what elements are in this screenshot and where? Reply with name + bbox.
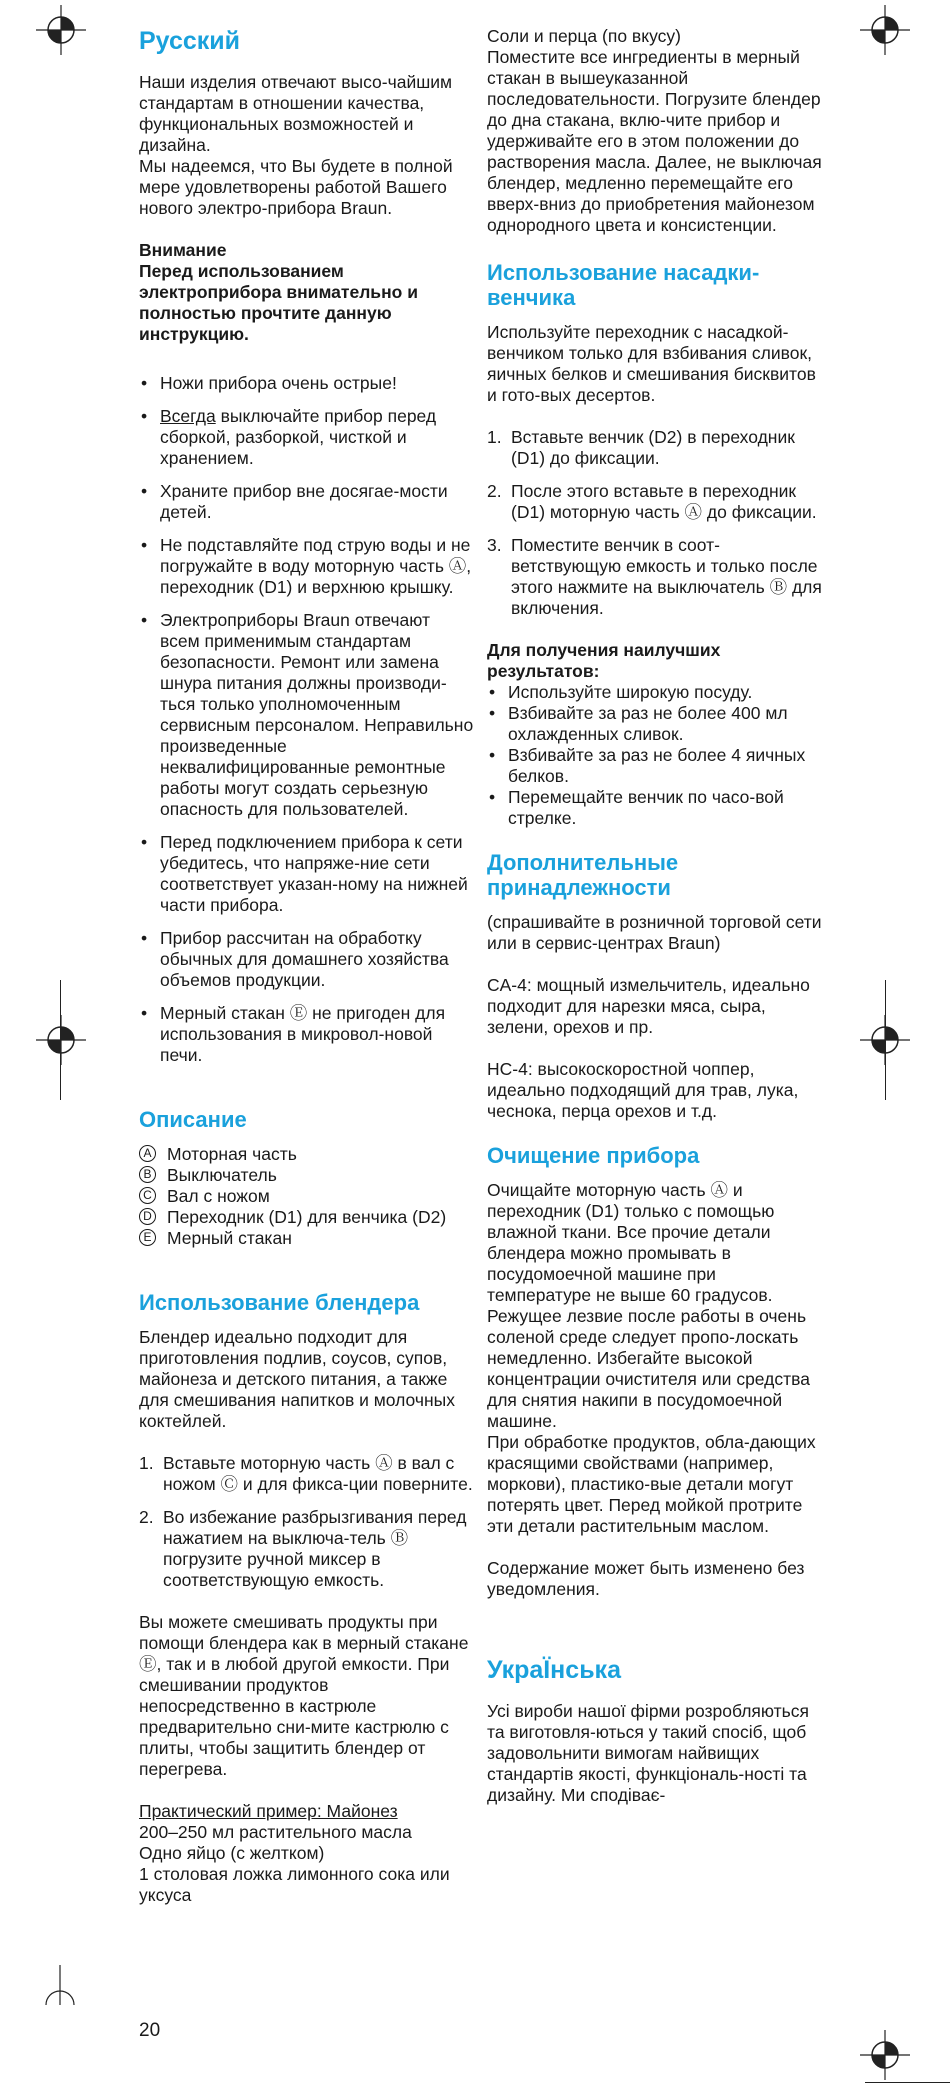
best-results-title: Для получения наилучших результатов: <box>487 640 721 681</box>
part-item: B Выключатель <box>139 1165 474 1186</box>
whisk-step: 3. Поместите венчик в соот-ветствующую емкость и только после этого нажмите на выключатель Ⓑ для включения. <box>487 535 822 618</box>
safety-item: • Электроприборы Braun отвечают всем применимым стандартам безопасности. Ремонт или замена шнура питания должны производи-ться только уполномоченным сервисным персоналом. Неправильно произведенные неквалифицированные ремонтные работы могут создать серьезную опасность для пользователей. <box>139 610 474 820</box>
right-column <box>487 26 822 1827</box>
blender-steps <box>139 1453 474 1591</box>
best-results-item: • Взбивайте за раз не более 4 яичных белков. <box>487 745 822 787</box>
section-title-blender: Использование блендера <box>139 1290 420 1315</box>
ukrainian-intro: Усі вироби нашої фірми розробляються та виготовля-ються у такий спосіб, щоб задовольнити вимогам найвищих стандартів якості, функціональ-ності та дизайну. Ми сподіває- <box>487 1701 810 1805</box>
blender-step: 2. Во избежание разбрызгивания перед нажатием на выключа-тель Ⓑ погрузите ручной миксер в соответствующую емкость. <box>139 1507 467 1590</box>
cleaning-text-1: Очищайте моторную часть Ⓐ и переходник (D1) только с помощью влажной ткани. Все прочие детали блендера можно промывать в посудомоечной машине при температуре не выше 60 градусов. Режущее лезвие после работы в очень соленой среде следует пропо-лоскать немедленно. Избегайте высокой концентрации очистителя или средства для снятия накипи в посудомоечной машине. <box>487 1180 810 1431</box>
whisk-steps <box>487 427 822 619</box>
example-line: 200–250 мл растительного масла <box>139 1822 412 1842</box>
accessories-note: (спрашивайте в розничной торговой сети или в сервис-центрах Braun) <box>487 912 822 953</box>
crop-line-mid-right <box>885 980 886 1100</box>
intro-paragraph-2: Мы надеемся, что Вы будете в полной мере удовлетворены работой Вашего нового электро-прибора Braun. <box>139 156 453 218</box>
blender-step: 1. Вставьте моторную часть Ⓐ в вал с ножом Ⓒ и для фикса-ции поверните. <box>139 1453 473 1494</box>
section-title-cleaning: Очищение прибора <box>487 1143 700 1168</box>
whisk-step: 1. Вставьте венчик (D2) в переходник (D1) до фиксации. <box>487 427 795 468</box>
whisk-step: 2. После этого вставьте в переходник (D1) моторную часть Ⓐ до фиксации. <box>487 481 817 522</box>
safety-item: • Всегда выключайте прибор перед сборкой, разборкой, чисткой и хранением. <box>139 406 474 469</box>
blender-intro: Блендер идеально подходит для приготовления подлив, соусов, супов, майонеза и детского питания, а также для смешивания напитков и молочных коктейлей. <box>139 1327 455 1431</box>
left-column <box>139 26 474 1906</box>
part-item: E Мерный стакан <box>139 1228 474 1249</box>
part-item: A Моторная часть <box>139 1144 474 1165</box>
crop-line-bottom-right <box>865 2082 950 2083</box>
safety-item: • Не подставляйте под струю воды и не погружайте в воду моторную часть Ⓐ, переходник (D1) и верхнюю крышку. <box>139 535 474 598</box>
section-title-russian: Русский <box>139 27 241 55</box>
best-results-item: • Используйте широкую посуду. <box>487 682 822 703</box>
registration-mark-top-right-icon <box>860 5 910 55</box>
section-title-accessories: Дополнительные принадлежности <box>487 850 679 900</box>
whisk-intro: Используйте переходник с насадкой-венчиком только для взбивания сливок, яичных белков и смешивания бисквитов и гото-вых десертов. <box>487 322 816 405</box>
example-label: Практический пример: Майонез <box>139 1801 398 1821</box>
cleaning-text-2: При обработке продуктов, обла-дающих красящими свойствами (например, моркови), пластико-вые детали могут потерять цвет. Перед мойкой протрите эти детали растительным маслом. <box>487 1432 816 1536</box>
safety-item: • Прибор рассчитан на обработку обычных для домашнего хозяйства объемов продукции. <box>139 928 474 991</box>
parts-list <box>139 1144 474 1249</box>
section-title-description: Описание <box>139 1107 247 1132</box>
example-line: Одно яйцо (с желтком) <box>139 1843 325 1863</box>
section-title-whisk: Использование насадки-венчика <box>487 260 760 310</box>
registration-mark-top-left-icon <box>36 5 86 55</box>
accessory-hc4: HC-4: высокоскоростной чоппер, идеально подходящий для трав, лука, чеснока, перца орехов и т.д. <box>487 1059 799 1121</box>
recipe-continued: Соли и перца (по вкусу) <box>487 26 681 46</box>
safety-item: • Мерный стакан Ⓔ не пригоден для использования в микровол-новой печи. <box>139 1003 474 1066</box>
safety-item: • Храните прибор вне досягае-мости детей. <box>139 481 474 523</box>
best-results-item: • Взбивайте за раз не более 400 мл охлажденных сливок. <box>487 703 822 745</box>
recipe-instructions: Поместите все ингредиенты в мерный стакан в вышеуказанной последовательности. Погрузите блендер до дна стакана, вклю-чите прибор и удерживайте его в этом положении до растворения масла. Далее, не выключая блендер, медленно перемещайте его вверх-вниз до приобретения майонезом однородного цвета и консистенции. <box>487 47 822 235</box>
crop-line-mid-left <box>60 980 61 1100</box>
best-results-list <box>487 682 822 829</box>
change-notice: Содержание может быть изменено без уведомления. <box>487 1558 805 1599</box>
safety-list <box>139 373 474 1066</box>
crop-mark-bottom-left-icon <box>40 1965 80 2005</box>
part-item: C Вал с ножом <box>139 1186 474 1207</box>
page-number: 20 <box>139 2020 161 2041</box>
part-item: D Переходник (D1) для венчика (D2) <box>139 1207 474 1228</box>
registration-mark-mid-left-icon <box>36 1015 86 1065</box>
warning-title: Внимание <box>139 240 227 260</box>
best-results-item: • Перемещайте венчик по часо-вой стрелке. <box>487 787 822 829</box>
example-line: 1 столовая ложка лимонного сока или уксуса <box>139 1864 450 1905</box>
blender-mixing-text: Вы можете смешивать продукты при помощи блендера как в мерный стакане Ⓔ, так и в любой другой емкости. При смешивании продуктов непосредственно в кастрюле предварительно сни-мите кастрюлю с плиты, чтобы защитить блендер от перегрева. <box>139 1612 469 1779</box>
safety-item: • Ножи прибора очень острые! <box>139 373 474 394</box>
accessory-ca4: CA-4: мощный измельчитель, идеально подходит для нарезки мяса, сыра, зелени, орехов и пр. <box>487 975 810 1037</box>
intro-paragraph-1: Наши изделия отвечают высо-чайшим стандартам в отношении качества, функциональных возможностей и дизайна. <box>139 72 453 155</box>
registration-mark-bottom-right-icon <box>860 2030 910 2080</box>
section-title-ukrainian: УкраЇнська <box>487 1656 621 1684</box>
safety-item: • Перед подключением прибора к сети убедитесь, что напряже-ние сети соответствует указан-ному на нижней части прибора. <box>139 832 474 916</box>
warning-text: Перед использованием электроприбора внимательно и полностью прочтите данную инструкцию. <box>139 261 418 344</box>
